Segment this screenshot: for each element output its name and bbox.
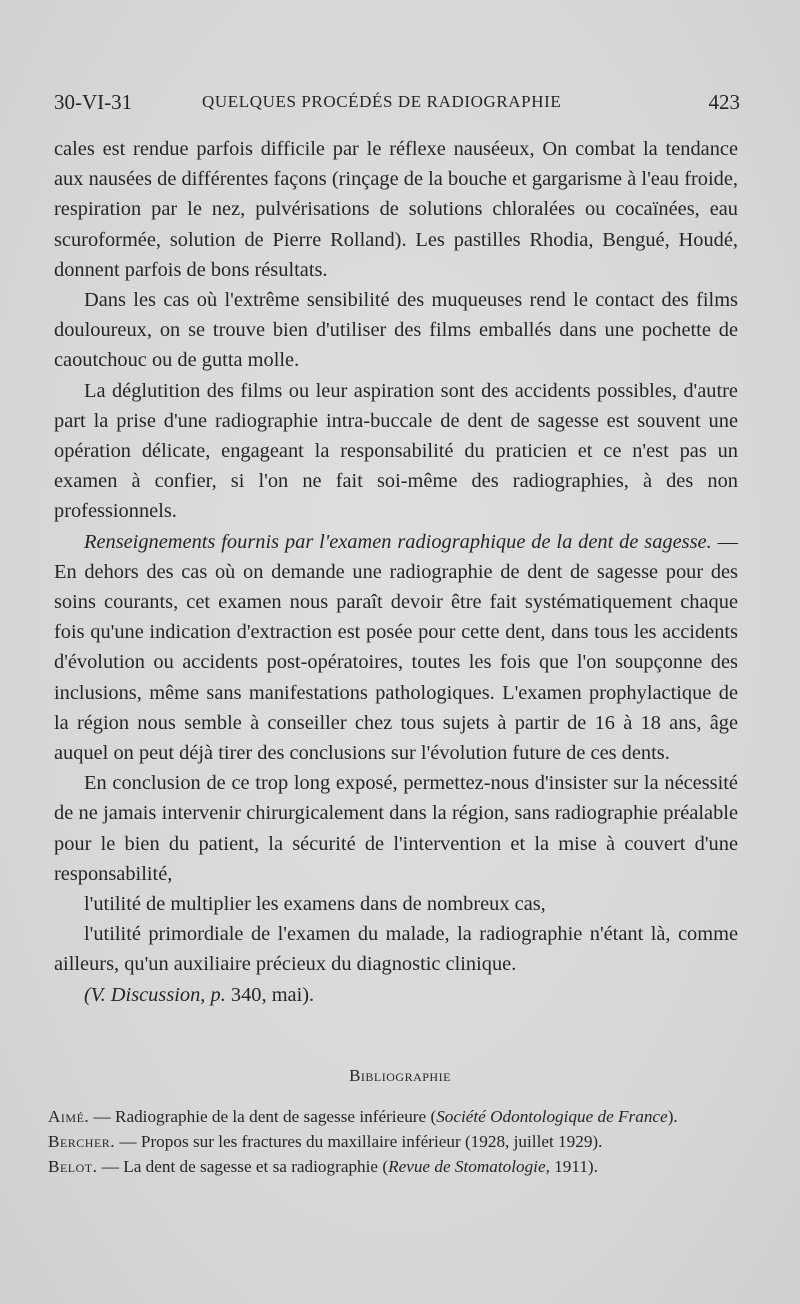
bibliography-entry: Aimé. — Radiographie de la dent de sagesse inférieure (Société Odontologique de France). (48, 1107, 678, 1126)
section-text: — En dehors des cas où on demande une radiographie de dent de sagesse pour des soins courants, cet examen nous paraît devoir être fait systématiquement chaque fois qu'une indication d'extraction est posée pour cette dent, dans tous les accidents d'évolution ou accidents post-opératoires, toutes les fois que l'on soupçonne des inclusions, même sans manifestations pathologiques. L'examen prophylactique de la région nous semble à conseiller chez tous sujets à partir de 16 à 18 ans, âge auquel on peut déjà tirer des conclusions sur l'évolution future de ces dents. (54, 530, 738, 765)
paragraph: En conclusion de ce trop long exposé, permettez-nous d'insister sur la nécessité de ne jamais intervenir chirurgicalement dans la région, sans radiographie préalable pour le bien du patient, la sécurité de l'intervention et la mise à couvert d'une responsabilité, (54, 772, 738, 885)
discussion-month: mai). (266, 983, 315, 1006)
page-number: 423 (708, 90, 740, 114)
paragraph: La déglutition des films ou leur aspiration sont des accidents possibles, d'autre part la prise d'une radiographie intra-buccale de dent de sagesse est souvent une opération délicate, engageant la responsabilité du praticien et ce n'est pas un examen à confier, si l'on ne fait soi-même des radiographies, à des non professionnels. (54, 379, 738, 523)
paragraph: l'utilité primordiale de l'examen du malade, la radiographie n'étant là, comme ailleurs, qu'un auxiliaire précieux du diagnostic clinique. (54, 923, 738, 976)
ref-author: Aimé. (48, 1107, 90, 1126)
section-paragraph (54, 527, 738, 769)
paragraph: Dans les cas où l'extrême sensibilité des muqueuses rend le contact des films douloureux, on se trouve bien d'utiliser des films emballés dans une pochette de caoutchouc ou de gutta molle. (54, 289, 738, 372)
discussion-ref: (V. Discussion, p. (84, 983, 226, 1006)
discussion-reference (54, 980, 738, 1010)
section-heading: Renseignements fournis par l'examen radiographique de la dent de sagesse. (84, 530, 712, 553)
discussion-page: 340, (225, 983, 267, 1006)
paragraph: cales est rendue parfois difficile par le réflexe nauséeux, On combat la tendance aux nausées de différentes façons (rinçage de la bouche et gargarisme à l'eau froide, respiration par le nez, pulvérisations de solutions chloralées ou cocaïnées, eau scuroformée, solution de Pierre Rolland). Les pastilles Rhodia, Bengué, Houdé, donnent parfois de bons résultats. (54, 138, 738, 281)
header-date: 30-VI-31 (54, 90, 133, 114)
paragraph: l'utilité de multiplier les examens dans de nombreux cas, (84, 893, 546, 916)
bibliography-title: Bibliographie (349, 1066, 451, 1085)
running-header (54, 90, 740, 116)
ref-author: Belot. (48, 1157, 98, 1176)
ref-source: Société Odontologique de France (436, 1107, 668, 1126)
ref-source: Revue de Stomatologie, (388, 1157, 550, 1176)
bibliography (48, 1104, 738, 1179)
body-text (54, 134, 738, 1010)
header-title: QUELQUES PROCÉDÉS DE RADIOGRAPHIE (202, 92, 562, 111)
bibliography-entry: Belot. — La dent de sagesse et sa radiographie (Revue de Stomatologie, 1911). (48, 1157, 598, 1176)
ref-author: Bercher. (48, 1132, 116, 1151)
bibliography-entry: Bercher. — Propos sur les fractures du maxillaire inférieur (1928, juillet 1929). (48, 1132, 603, 1151)
